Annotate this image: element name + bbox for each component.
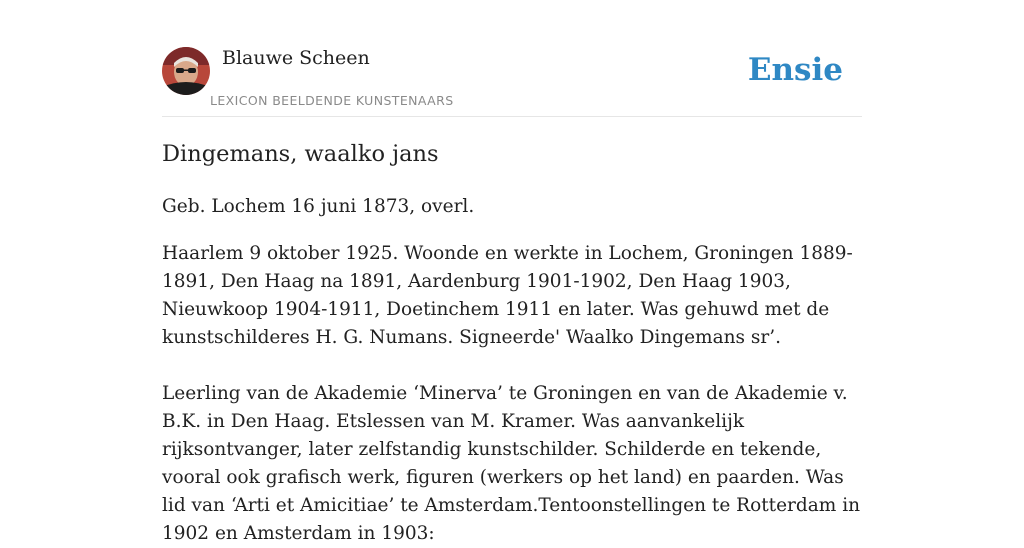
article-title: Dingemans, waalko jans (162, 141, 439, 167)
article-header (162, 46, 862, 117)
collection-link[interactable]: LEXICON BEELDENDE KUNSTENAARS (210, 93, 454, 108)
author-name[interactable]: Blauwe Scheen (222, 47, 370, 69)
brand-logo[interactable]: Ensie (747, 52, 843, 88)
article-paragraph-1: Haarlem 9 oktober 1925. Woonde en werkte in Lochem, Groningen 1889-1891, Den Haag na 1891, Aardenburg 1901-1902, Den Haag 1903, Nieuwkoop 1904-1911, Doetinchem 1911 en later. Was gehuwd met de kunstschilderes H. G. Numans. Signeerde' Waalko Dingemans sr’. (162, 243, 853, 348)
article-paragraph-2: Leerling van de Akademie ‘Minerva’ te Groningen en van de Akademie v. B.K. in Den Haag. Etslessen van M. Kramer. Was aanvankelijk rijksontvanger, later zelfstandig kunstschilder. Schilderde en tekende, vooral ook grafisch werk, figuren (werkers op het land) en paarden. Was lid van ‘Arti et Amicitiae’ te Amsterdam.Tentoonstellingen te Rotterdam in 1902 en Amsterdam in 1903: (162, 383, 861, 544)
avatar-image (162, 47, 210, 95)
article-body (162, 193, 862, 548)
author-avatar[interactable] (162, 47, 210, 95)
article-lede: Geb. Lochem 16 juni 1873, overl. (162, 196, 475, 217)
paragraph-spacer (162, 352, 862, 380)
